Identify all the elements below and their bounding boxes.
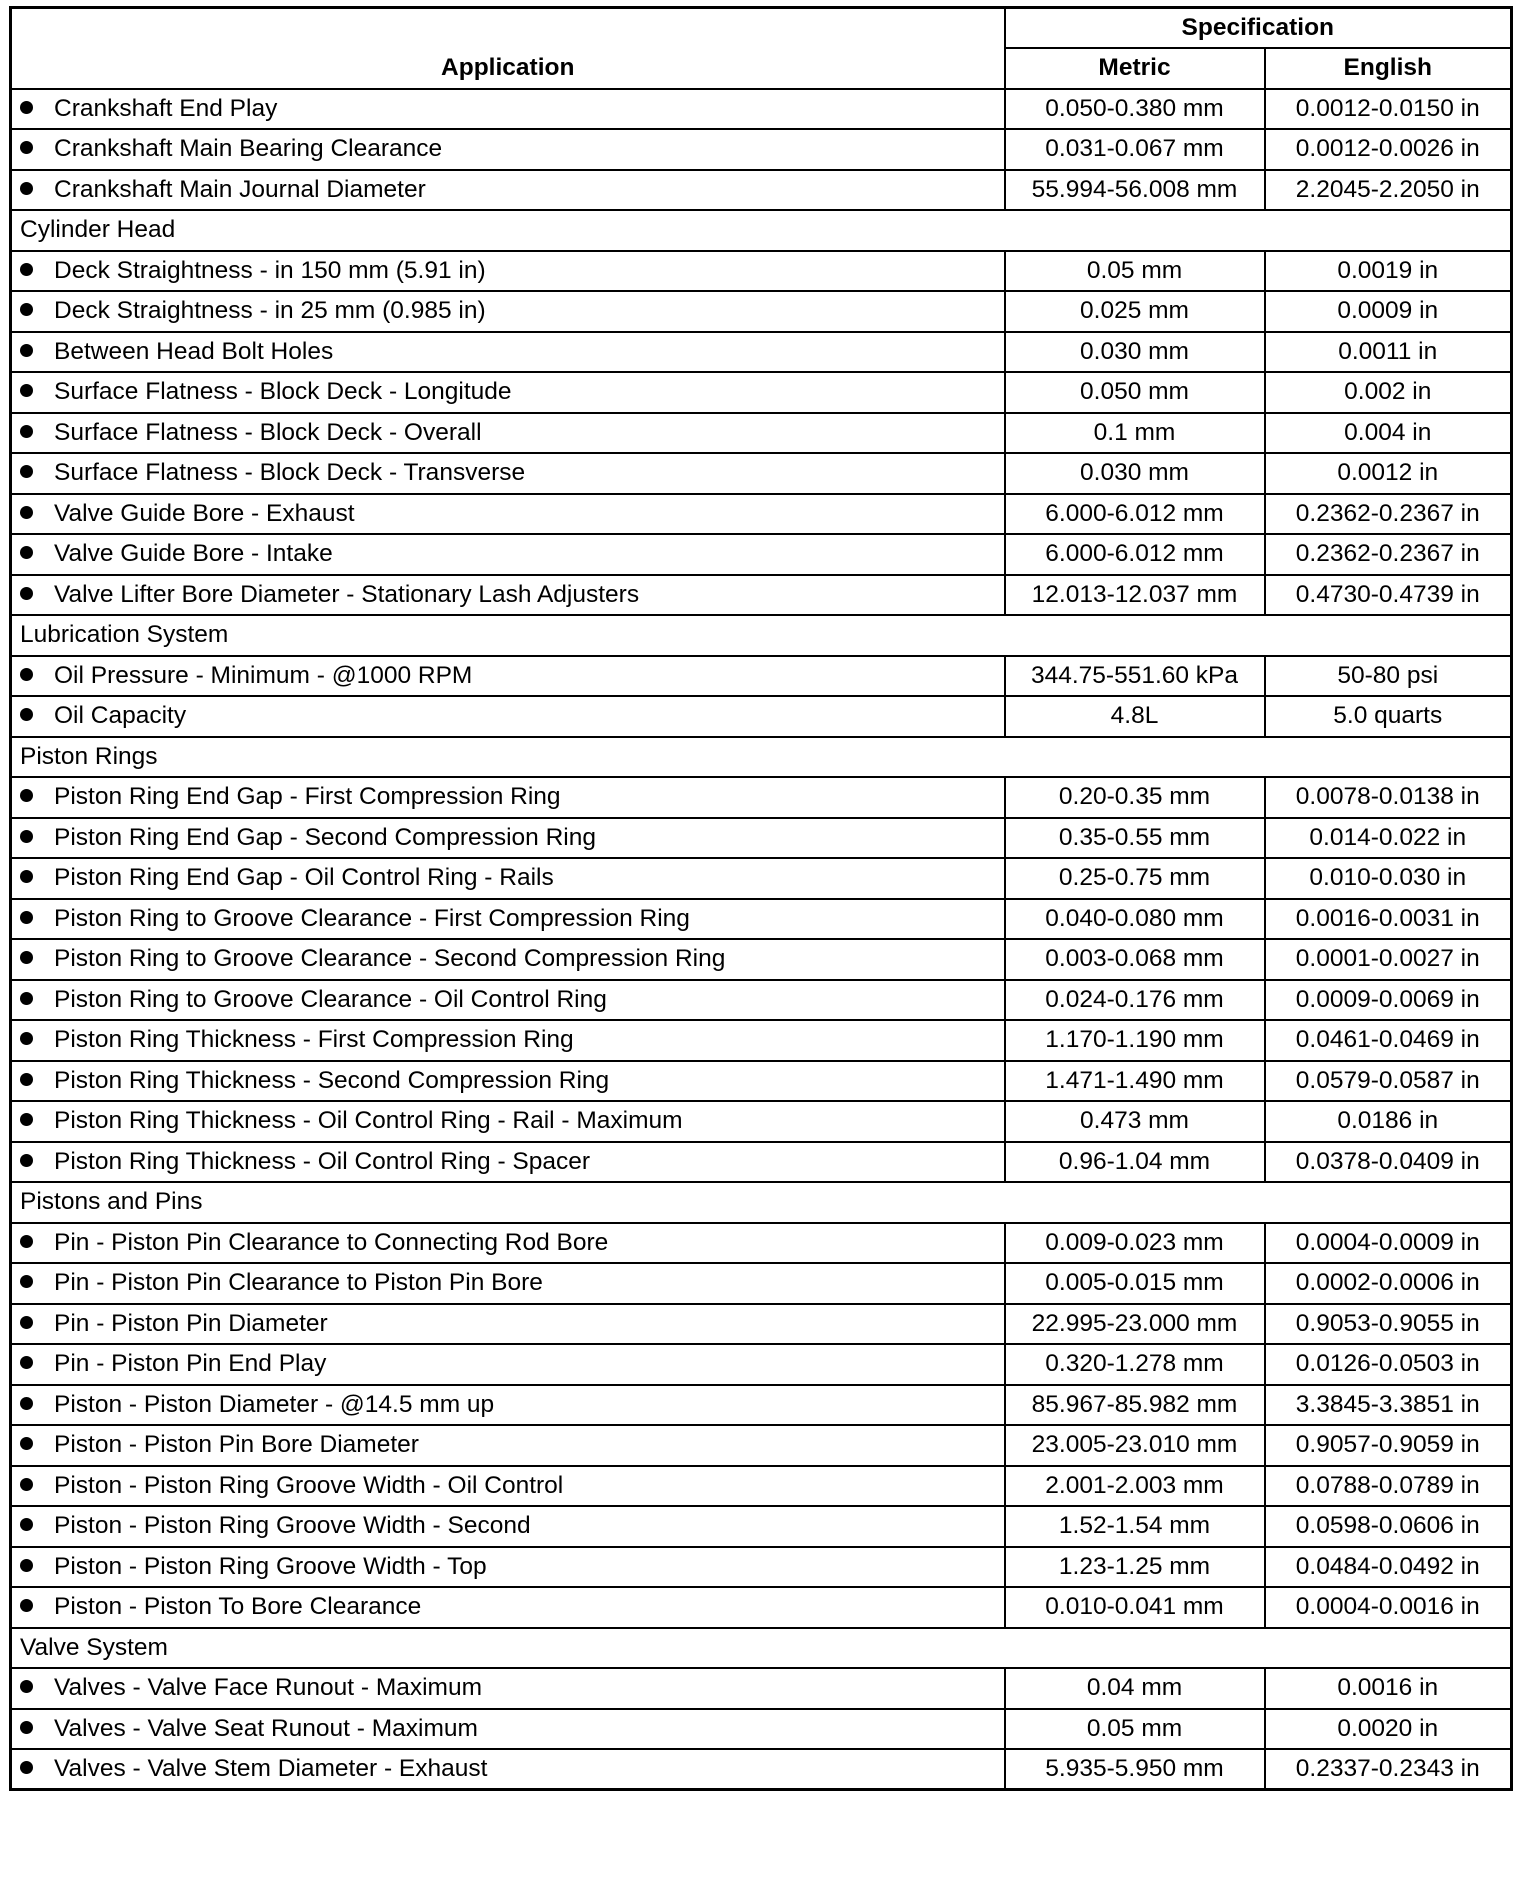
application-cell <box>11 413 1005 454</box>
metric-value: 6.000-6.012 mm <box>1005 494 1265 535</box>
application-label: Surface Flatness - Block Deck - Longitude <box>54 378 512 406</box>
english-value: 0.014-0.022 in <box>1265 818 1512 859</box>
metric-value: 0.05 mm <box>1005 1709 1265 1750</box>
english-value: 0.9053-0.9055 in <box>1265 1304 1512 1345</box>
metric-value: 0.010-0.041 mm <box>1005 1587 1265 1628</box>
application-cell <box>11 696 1005 737</box>
bullet-icon <box>20 1235 33 1248</box>
metric-value: 344.75-551.60 kPa <box>1005 656 1265 697</box>
table-row <box>11 89 1512 130</box>
section-heading: Valve System <box>11 1628 1512 1669</box>
application-cell <box>11 1587 1005 1628</box>
application-cell <box>11 453 1005 494</box>
application-cell <box>11 1101 1005 1142</box>
application-cell <box>11 291 1005 332</box>
application-cell <box>11 656 1005 697</box>
application-label: Piston Ring to Groove Clearance - Oil Control Ring <box>54 985 607 1013</box>
metric-value: 0.35-0.55 mm <box>1005 818 1265 859</box>
english-value: 0.0009 in <box>1265 291 1512 332</box>
application-label: Piston Ring Thickness - Second Compression Ring <box>54 1066 610 1094</box>
table-row <box>11 534 1512 575</box>
english-value: 0.0019 in <box>1265 251 1512 292</box>
bullet-icon <box>20 1073 33 1086</box>
table-row <box>11 1020 1512 1061</box>
bullet-icon <box>20 1761 33 1774</box>
application-cell <box>11 1061 1005 1102</box>
metric-value: 0.025 mm <box>1005 291 1265 332</box>
table-row <box>11 696 1512 737</box>
application-cell <box>11 899 1005 940</box>
application-cell <box>11 858 1005 899</box>
english-value: 0.0009-0.0069 in <box>1265 980 1512 1021</box>
table-row <box>11 1425 1512 1466</box>
metric-value: 0.030 mm <box>1005 453 1265 494</box>
application-label: Piston Ring End Gap - Oil Control Ring - Rails <box>54 864 554 892</box>
metric-value: 0.473 mm <box>1005 1101 1265 1142</box>
application-cell <box>11 332 1005 373</box>
table-row <box>11 1061 1512 1102</box>
english-value: 0.0378-0.0409 in <box>1265 1142 1512 1183</box>
bullet-icon <box>20 1559 33 1572</box>
english-value: 0.0012-0.0150 in <box>1265 89 1512 130</box>
application-label: Crankshaft Main Journal Diameter <box>54 175 426 203</box>
application-cell <box>11 89 1005 130</box>
metric-value: 55.994-56.008 mm <box>1005 170 1265 211</box>
application-cell <box>11 1749 1005 1790</box>
application-cell <box>11 170 1005 211</box>
bullet-icon <box>20 1680 33 1693</box>
metric-value: 0.1 mm <box>1005 413 1265 454</box>
application-label: Piston Ring to Groove Clearance - First Compression Ring <box>54 904 690 932</box>
english-value: 0.004 in <box>1265 413 1512 454</box>
table-row <box>11 1304 1512 1345</box>
application-label: Piston Ring to Groove Clearance - Second Compression Ring <box>54 945 726 973</box>
table-row <box>11 818 1512 859</box>
section-heading-row <box>11 737 1512 778</box>
bullet-icon <box>20 911 33 924</box>
english-value: 0.0579-0.0587 in <box>1265 1061 1512 1102</box>
application-label: Pin - Piston Pin Clearance to Connecting Rod Bore <box>54 1228 609 1256</box>
application-label: Valves - Valve Stem Diameter - Exhaust <box>54 1755 488 1782</box>
table-row <box>11 1223 1512 1264</box>
bullet-icon <box>20 951 33 964</box>
english-value: 0.0016 in <box>1265 1668 1512 1709</box>
english-value: 0.0012 in <box>1265 453 1512 494</box>
english-value: 0.0012-0.0026 in <box>1265 129 1512 170</box>
table-row <box>11 1749 1512 1790</box>
application-label: Surface Flatness - Block Deck - Transverse <box>54 459 526 487</box>
bullet-icon <box>20 1275 33 1288</box>
application-cell <box>11 1304 1005 1345</box>
english-value: 0.0078-0.0138 in <box>1265 777 1512 818</box>
metric-value: 0.25-0.75 mm <box>1005 858 1265 899</box>
application-label: Piston - Piston Pin Bore Diameter <box>54 1431 419 1459</box>
application-cell <box>11 1142 1005 1183</box>
metric-value: 23.005-23.010 mm <box>1005 1425 1265 1466</box>
section-heading: Piston Rings <box>11 737 1512 778</box>
bullet-icon <box>20 1397 33 1410</box>
application-label: Deck Straightness - in 150 mm (5.91 in) <box>54 256 486 284</box>
bullet-icon <box>20 1599 33 1612</box>
table-row <box>11 1466 1512 1507</box>
bullet-icon <box>20 992 33 1005</box>
section-heading-row <box>11 1628 1512 1669</box>
table-row <box>11 129 1512 170</box>
table-row <box>11 575 1512 616</box>
bullet-icon <box>20 1518 33 1531</box>
bullet-icon <box>20 141 33 154</box>
specification-table <box>9 6 1513 1791</box>
application-cell <box>11 939 1005 980</box>
metric-value: 0.050-0.380 mm <box>1005 89 1265 130</box>
english-value: 0.0004-0.0009 in <box>1265 1223 1512 1264</box>
table-row <box>11 1263 1512 1304</box>
application-cell <box>11 1223 1005 1264</box>
application-label: Valve Guide Bore - Intake <box>54 540 333 568</box>
bullet-icon <box>20 668 33 681</box>
table-row <box>11 1547 1512 1588</box>
application-cell <box>11 1709 1005 1750</box>
metric-value: 0.005-0.015 mm <box>1005 1263 1265 1304</box>
section-heading-row <box>11 1182 1512 1223</box>
bullet-icon <box>20 425 33 438</box>
application-cell <box>11 1506 1005 1547</box>
metric-value: 4.8L <box>1005 696 1265 737</box>
section-heading: Cylinder Head <box>11 210 1512 251</box>
application-cell <box>11 251 1005 292</box>
english-value: 0.4730-0.4739 in <box>1265 575 1512 616</box>
bullet-icon <box>20 465 33 478</box>
section-heading: Lubrication System <box>11 615 1512 656</box>
table-row <box>11 939 1512 980</box>
metric-value: 0.04 mm <box>1005 1668 1265 1709</box>
application-label: Piston - Piston Ring Groove Width - Top <box>54 1552 487 1580</box>
english-value: 0.0020 in <box>1265 1709 1512 1750</box>
english-value: 50-80 psi <box>1265 656 1512 697</box>
application-cell <box>11 777 1005 818</box>
english-value: 0.2362-0.2367 in <box>1265 534 1512 575</box>
application-cell <box>11 1668 1005 1709</box>
english-value: 0.0484-0.0492 in <box>1265 1547 1512 1588</box>
header-row-top <box>11 8 1512 49</box>
metric-value: 0.024-0.176 mm <box>1005 980 1265 1021</box>
bullet-icon <box>20 1356 33 1369</box>
bullet-icon <box>20 1478 33 1491</box>
application-cell <box>11 494 1005 535</box>
application-cell <box>11 1425 1005 1466</box>
english-value: 0.9057-0.9059 in <box>1265 1425 1512 1466</box>
english-value: 0.0011 in <box>1265 332 1512 373</box>
metric-value: 0.030 mm <box>1005 332 1265 373</box>
english-value: 0.0004-0.0016 in <box>1265 1587 1512 1628</box>
application-label: Valves - Valve Seat Runout - Maximum <box>54 1714 478 1742</box>
metric-header: Metric <box>1005 48 1265 89</box>
bullet-icon <box>20 1032 33 1045</box>
metric-value: 0.003-0.068 mm <box>1005 939 1265 980</box>
metric-value: 1.471-1.490 mm <box>1005 1061 1265 1102</box>
english-value: 0.0598-0.0606 in <box>1265 1506 1512 1547</box>
table-row <box>11 1344 1512 1385</box>
bullet-icon <box>20 344 33 357</box>
bullet-icon <box>20 101 33 114</box>
application-cell <box>11 1263 1005 1304</box>
english-value: 0.0126-0.0503 in <box>1265 1344 1512 1385</box>
english-value: 0.0016-0.0031 in <box>1265 899 1512 940</box>
application-cell <box>11 1547 1005 1588</box>
table-row <box>11 1101 1512 1142</box>
application-label: Piston - Piston Diameter - @14.5 mm up <box>54 1390 495 1418</box>
metric-value: 2.001-2.003 mm <box>1005 1466 1265 1507</box>
metric-value: 0.20-0.35 mm <box>1005 777 1265 818</box>
metric-value: 0.040-0.080 mm <box>1005 899 1265 940</box>
metric-value: 0.009-0.023 mm <box>1005 1223 1265 1264</box>
english-value: 0.0461-0.0469 in <box>1265 1020 1512 1061</box>
bullet-icon <box>20 546 33 559</box>
bullet-icon <box>20 506 33 519</box>
section-heading: Pistons and Pins <box>11 1182 1512 1223</box>
table-row <box>11 858 1512 899</box>
specification-body <box>11 89 1512 1790</box>
english-value: 0.0788-0.0789 in <box>1265 1466 1512 1507</box>
application-label: Piston - Piston Ring Groove Width - Second <box>54 1512 531 1540</box>
application-cell <box>11 129 1005 170</box>
table-row <box>11 1709 1512 1750</box>
bullet-icon <box>20 789 33 802</box>
english-value: 0.0186 in <box>1265 1101 1512 1142</box>
application-label: Valve Guide Bore - Exhaust <box>54 499 355 527</box>
bullet-icon <box>20 587 33 600</box>
application-cell <box>11 1466 1005 1507</box>
application-label: Surface Flatness - Block Deck - Overall <box>54 418 482 446</box>
bullet-icon <box>20 1316 33 1329</box>
english-value: 0.0001-0.0027 in <box>1265 939 1512 980</box>
english-value: 0.2362-0.2367 in <box>1265 494 1512 535</box>
application-header: Application <box>11 8 1005 89</box>
metric-value: 1.23-1.25 mm <box>1005 1547 1265 1588</box>
application-label: Piston Ring Thickness - First Compression Ring <box>54 1026 574 1054</box>
table-row <box>11 1506 1512 1547</box>
table-row <box>11 1668 1512 1709</box>
application-label: Between Head Bolt Holes <box>54 337 334 365</box>
bullet-icon <box>20 870 33 883</box>
metric-value: 0.05 mm <box>1005 251 1265 292</box>
bullet-icon <box>20 1437 33 1450</box>
bullet-icon <box>20 830 33 843</box>
application-label: Crankshaft End Play <box>54 94 278 122</box>
application-label: Valve Lifter Bore Diameter - Stationary Lash Adjusters <box>54 580 640 608</box>
table-row <box>11 453 1512 494</box>
english-value: 2.2045-2.2050 in <box>1265 170 1512 211</box>
bullet-icon <box>20 1721 33 1734</box>
table-row <box>11 332 1512 373</box>
table-row <box>11 656 1512 697</box>
metric-value: 85.967-85.982 mm <box>1005 1385 1265 1426</box>
bullet-icon <box>20 708 33 721</box>
table-row <box>11 413 1512 454</box>
section-heading-row <box>11 615 1512 656</box>
english-header: English <box>1265 48 1512 89</box>
metric-value: 5.935-5.950 mm <box>1005 1749 1265 1790</box>
english-value: 3.3845-3.3851 in <box>1265 1385 1512 1426</box>
application-label: Piston - Piston To Bore Clearance <box>54 1593 422 1621</box>
table-row <box>11 291 1512 332</box>
application-label: Pin - Piston Pin Clearance to Piston Pin Bore <box>54 1269 543 1297</box>
application-label: Pin - Piston Pin End Play <box>54 1350 327 1378</box>
specification-header: Specification <box>1005 8 1512 49</box>
application-cell <box>11 1020 1005 1061</box>
metric-value: 1.52-1.54 mm <box>1005 1506 1265 1547</box>
application-cell <box>11 818 1005 859</box>
application-label: Piston Ring Thickness - Oil Control Ring - Rail - Maximum <box>54 1107 683 1135</box>
bullet-icon <box>20 182 33 195</box>
metric-value: 1.170-1.190 mm <box>1005 1020 1265 1061</box>
english-value: 0.010-0.030 in <box>1265 858 1512 899</box>
metric-value: 6.000-6.012 mm <box>1005 534 1265 575</box>
bullet-icon <box>20 303 33 316</box>
application-label: Piston Ring End Gap - First Compression Ring <box>54 783 561 811</box>
table-row <box>11 494 1512 535</box>
bullet-icon <box>20 1113 33 1126</box>
metric-value: 0.050 mm <box>1005 372 1265 413</box>
table-row <box>11 899 1512 940</box>
metric-value: 0.320-1.278 mm <box>1005 1344 1265 1385</box>
application-label: Piston Ring Thickness - Oil Control Ring - Spacer <box>54 1147 591 1175</box>
application-label: Oil Capacity <box>54 702 187 730</box>
english-value: 0.2337-0.2343 in <box>1265 1749 1512 1790</box>
table-row <box>11 1385 1512 1426</box>
english-value: 0.002 in <box>1265 372 1512 413</box>
application-cell <box>11 1385 1005 1426</box>
section-heading-row <box>11 210 1512 251</box>
table-row <box>11 777 1512 818</box>
application-cell <box>11 534 1005 575</box>
application-cell <box>11 980 1005 1021</box>
table-row <box>11 1587 1512 1628</box>
metric-value: 0.031-0.067 mm <box>1005 129 1265 170</box>
table-row <box>11 372 1512 413</box>
table-row <box>11 170 1512 211</box>
metric-value: 12.013-12.037 mm <box>1005 575 1265 616</box>
application-cell <box>11 1344 1005 1385</box>
table-row <box>11 1142 1512 1183</box>
application-label: Oil Pressure - Minimum - @1000 RPM <box>54 661 473 689</box>
application-label: Pin - Piston Pin Diameter <box>54 1309 328 1337</box>
application-label: Piston - Piston Ring Groove Width - Oil Control <box>54 1471 564 1499</box>
application-label: Valves - Valve Face Runout - Maximum <box>54 1674 482 1702</box>
bullet-icon <box>20 384 33 397</box>
table-row <box>11 980 1512 1021</box>
table-row <box>11 251 1512 292</box>
bullet-icon <box>20 263 33 276</box>
application-label: Deck Straightness - in 25 mm (0.985 in) <box>54 297 486 325</box>
application-label: Crankshaft Main Bearing Clearance <box>54 135 443 163</box>
application-label: Piston Ring End Gap - Second Compression Ring <box>54 823 597 851</box>
english-value: 5.0 quarts <box>1265 696 1512 737</box>
english-value: 0.0002-0.0006 in <box>1265 1263 1512 1304</box>
metric-value: 22.995-23.000 mm <box>1005 1304 1265 1345</box>
metric-value: 0.96-1.04 mm <box>1005 1142 1265 1183</box>
application-cell <box>11 372 1005 413</box>
application-cell <box>11 575 1005 616</box>
bullet-icon <box>20 1154 33 1167</box>
